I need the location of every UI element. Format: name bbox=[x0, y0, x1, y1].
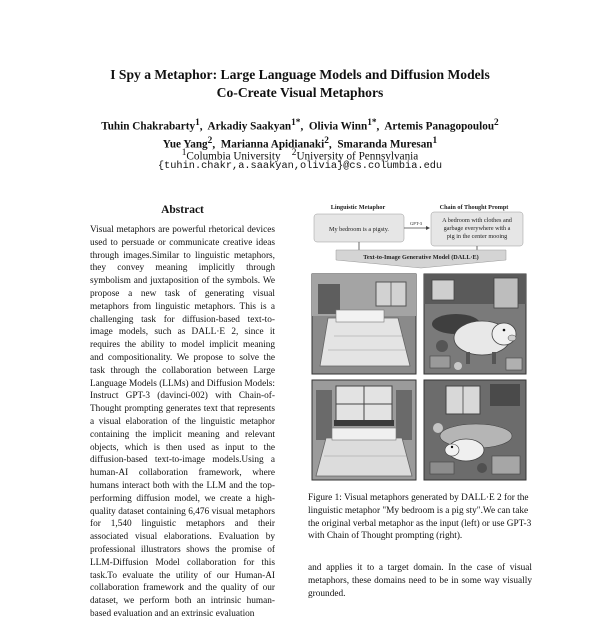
cot-line: garbage everywhere with a bbox=[443, 225, 511, 232]
abstract-heading: Abstract bbox=[161, 204, 204, 216]
generated-image-2 bbox=[424, 274, 526, 374]
linguistic-metaphor-label: Linguistic Metaphor bbox=[330, 204, 386, 211]
author-sup: 1* bbox=[291, 118, 301, 128]
generated-image-1 bbox=[312, 274, 416, 374]
author-sup: 1 bbox=[195, 118, 200, 128]
cot-line: pig in the center mooing bbox=[446, 233, 508, 240]
title-line-1: I Spy a Metaphor: Large Language Models and Diffusion Models bbox=[110, 67, 490, 82]
author-name: Artemis Panagopoulou bbox=[384, 120, 495, 133]
author-sup: 2 bbox=[494, 118, 499, 128]
author-sup: 1 bbox=[432, 136, 438, 147]
metaphor-text: My bedroom is a pigsty. bbox=[329, 226, 389, 233]
gpt3-arrowhead bbox=[426, 226, 430, 230]
author-email: {tuhin.chakr,a.saakyan,olivia}@cs.columbia.edu bbox=[157, 160, 443, 172]
affiliation-sup: 1 bbox=[181, 148, 187, 158]
generated-image-3 bbox=[312, 380, 416, 480]
author-sup: 1* bbox=[367, 118, 377, 128]
figure-1 bbox=[306, 200, 532, 484]
paper-title bbox=[0, 66, 600, 102]
gpt3-label: GPT-3 bbox=[409, 221, 423, 226]
affiliation-name: University of Pennsylvania bbox=[296, 150, 419, 163]
author-name: Marianna Apidianaki bbox=[220, 138, 325, 151]
author-name: Yue Yang bbox=[162, 138, 208, 151]
authors-line-2: Yue Yang$^2$, Marianna Apidianaki$^2$, Smaranda Muresan$^1$ bbox=[162, 136, 438, 151]
generated-image-4 bbox=[424, 380, 526, 480]
author-name: Arkadiy Saakyan bbox=[207, 120, 292, 133]
body-text-right: and applies it to a target domain. In the case of visual metaphors, these domains need to be in some way visually grounded. bbox=[308, 563, 532, 599]
author-name: Olivia Winn bbox=[308, 120, 368, 133]
affiliation-sup: 2 bbox=[291, 148, 297, 158]
abstract-text: Visual metaphors are powerful rhetorical devices used to persuade or communicate creative ideas through images.Similar to linguistic metaphors, they convey meaning implicitly through symbolism and juxtaposition of the symbols. We propose a new task of generating visual metaphors from linguistic metaphors. This is a challenging task for diffusion-based text-to-image models, such as DALL·E 2, since it requires the ability to model implicit meaning and compositionality. We propose to solve the task through the collaboration between Large Language Models (LLMs) and Diffusion Models: Instruct GPT-3 (davinci-002) with Chain-of-Thought prompting generates text that represents a visual elaboration of the linguistic metaphor containing the implicit meaning and relevant objects, which is then used as input to the diffusion-based text-to-image models.Using a human-AI collaboration framework, where humans interact both with the LLM and the top-performing diffusion model, we create a high-quality dataset containing 6,476 visual metaphors for 1,540 linguistic metaphors and their associated visual elaborations. Evaluation by professional illustrators shows the promise of LLM-Diffusion Model collaboration for this task.To evaluate the utility of our Human-AI collaboration framework and the quality of our dataset, we perform both an intrinsic human-based evaluation and an extrinsic evaluation bbox=[90, 225, 275, 619]
affiliation-name: Columbia University bbox=[186, 150, 281, 163]
authors-line-1: Tuhin Chakrabarty$^1$, Arkadiy Saakyan$^{1*}$, Olivia Winn$^{1*}$, Artemis Panagopoulou$^2$ bbox=[101, 118, 499, 133]
author-name: Smaranda Muresan bbox=[337, 138, 433, 151]
author-name: Tuhin Chakrabarty bbox=[101, 120, 196, 133]
author-sup: 2 bbox=[207, 136, 213, 147]
figure-caption: Figure 1: Visual metaphors generated by DALL·E 2 for the linguistic metaphor "My bedroom is a pig sty".We can take the original verbal metaphor as the input (left) or use GPT-3 with Chain of Thought prompting (right). bbox=[308, 493, 532, 542]
author-sup: 2 bbox=[324, 136, 329, 147]
model-label: Text-to-Image Generative Model (DALL·E) bbox=[363, 254, 479, 261]
chain-of-thought-label: Chain of Thought Prompt bbox=[439, 204, 509, 211]
title-line-2: Co-Create Visual Metaphors bbox=[216, 85, 384, 100]
cot-line: A bedroom with clothes and bbox=[442, 217, 512, 224]
